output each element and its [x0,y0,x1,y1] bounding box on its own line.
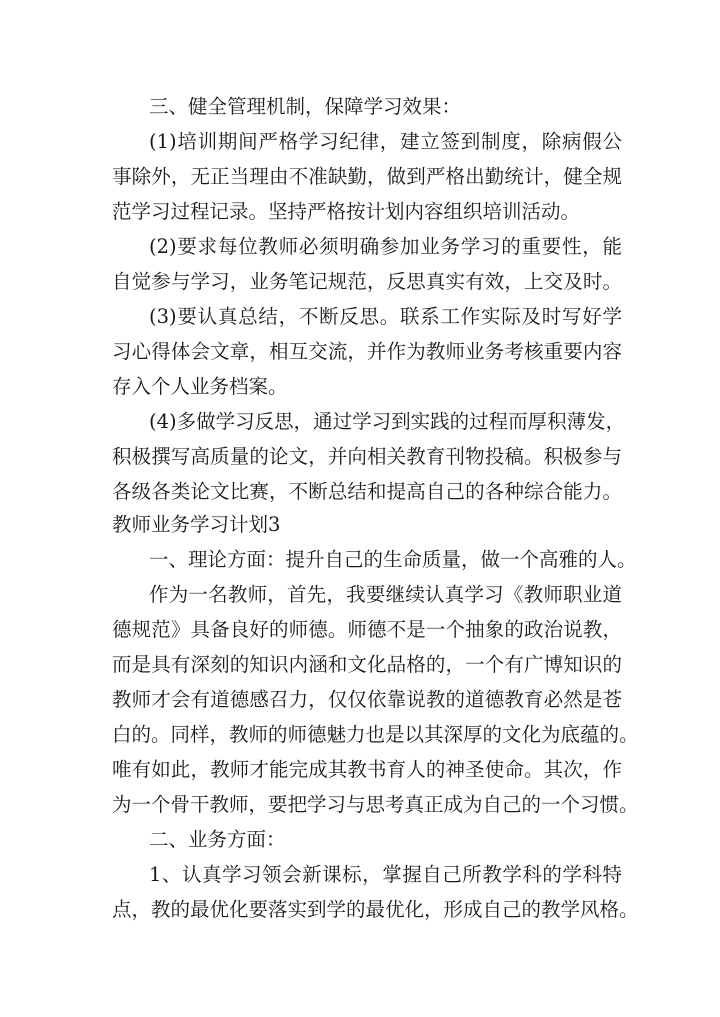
paragraph-line: 各级各类论文比赛，不断总结和提高自己的各种综合能力。 [112,480,622,503]
paragraph-line: 点，教的最优化要落实到学的最优化，形成自己的教学风格。 [112,898,639,921]
paragraph-line: 唯有如此，教师才能完成其教书育人的神圣使命。其次，作 [112,758,622,781]
document-title: 教师业务学习计划3 [112,513,281,536]
paragraph-line: 积极撰写高质量的论文，并向相关教育刊物投稿。积极参与 [112,445,622,468]
paragraph-line: 1、认真学习领会新课标，掌握自己所教学科的学科特 [149,863,622,886]
paragraph-line: (3)要认真总结，不断反思。联系工作实际及时写好学 [149,305,622,328]
paragraph-line: 范学习过程记录。坚持严格按计划内容组织培训活动。 [112,200,581,223]
paragraph-line: 事除外，无正当理由不准缺勤，做到严格出勤统计，健全规 [112,165,622,188]
paragraph-line: 习心得体会文章，相互交流，并作为教师业务考核重要内容 [112,340,622,363]
section-heading: 三、健全管理机制，保障学习效果： [149,95,462,118]
paragraph-line: 教师才会有道德感召力，仅仅依靠说教的道德教育必然是苍 [112,688,622,711]
paragraph-line: 自觉参与学习，业务笔记规范，反思真实有效，上交及时。 [112,270,622,293]
paragraph-line: 德规范》具备良好的师德。师德不是一个抽象的政治说教， [112,618,622,641]
section-heading: 二、业务方面： [149,828,286,851]
paragraph-line: (2)要求每位教师必须明确参加业务学习的重要性，能 [149,235,622,258]
paragraph-line: 存入个人业务档案。 [112,375,288,398]
paragraph-line: (1)培训期间严格学习纪律，建立签到制度，除病假公 [149,130,622,153]
paragraph-line: 白的。同样，教师的师德魅力也是以其深厚的文化为底蕴的。 [112,723,639,746]
paragraph-line: 为一个骨干教师，要把学习与思考真正成为自己的一个习惯。 [112,793,639,816]
paragraph-line: (4)多做学习反思，通过学习到实践的过程而厚积薄发， [149,410,626,433]
paragraph-line: 而是具有深刻的知识内涵和文化品格的，一个有广博知识的 [112,653,622,676]
section-heading: 一、理论方面：提升自己的生命质量，做一个高雅的人。 [149,548,637,571]
paragraph-line: 作为一名教师，首先，我要继续认真学习《教师职业道 [149,583,622,606]
